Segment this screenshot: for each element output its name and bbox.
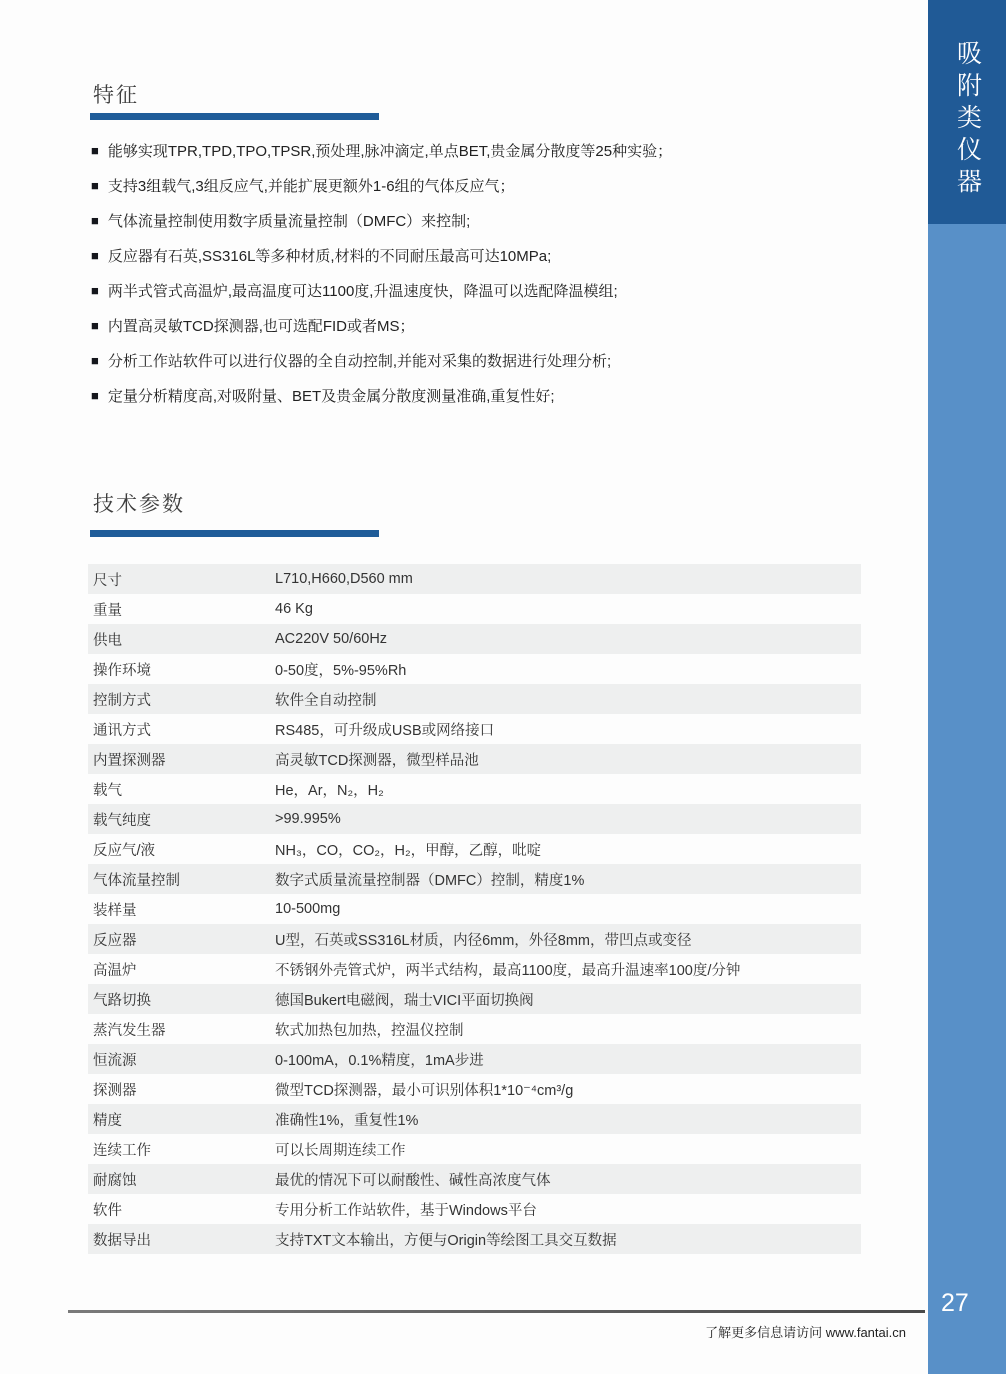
- row-value: 10-500mg: [275, 901, 341, 917]
- table-row: [88, 1074, 861, 1104]
- row-value: >99.995%: [275, 811, 341, 827]
- row-label: 耐腐蚀: [93, 1172, 137, 1189]
- table-row: [88, 1224, 861, 1254]
- row-value: 软件全自动控制: [275, 692, 377, 709]
- square-bullet-icon: ■: [91, 353, 99, 368]
- row-value: NH₃，CO，CO₂，H₂，甲醇，乙醇，吡啶: [275, 842, 542, 859]
- row-value: 0-100mA，0.1%精度，1mA步进: [275, 1052, 484, 1069]
- row-value: AC220V 50/60Hz: [275, 631, 388, 647]
- row-label: 气体流量控制: [93, 872, 180, 889]
- square-bullet-icon: ■: [91, 178, 99, 193]
- table-row: [88, 594, 861, 624]
- row-value: L710,H660,D560 mm: [275, 571, 413, 587]
- row-label: 控制方式: [93, 692, 151, 709]
- table-row: [88, 894, 861, 924]
- feature-item: [91, 238, 881, 273]
- feature-text: 分析工作站软件可以进行仪器的全自动控制,并能对采集的数据进行处理分析;: [107, 353, 612, 370]
- row-label: 软件: [93, 1202, 122, 1219]
- feature-text: 气体流量控制使用数字质量流量控制（DMFC）来控制;: [107, 213, 471, 230]
- feature-item: [91, 133, 881, 168]
- row-label: 气路切换: [93, 992, 151, 1009]
- table-row: [88, 954, 861, 984]
- row-label: 装样量: [93, 902, 137, 919]
- row-value: He，Ar，N₂，H₂: [275, 782, 384, 799]
- row-label: 操作环境: [93, 662, 151, 679]
- row-label: 载气: [93, 782, 122, 799]
- row-value: 不锈钢外壳管式炉，两半式结构，最高1100度，最高升温速率100度/分钟: [275, 962, 741, 979]
- row-label: 通讯方式: [93, 722, 151, 739]
- specs-section-title: 技术参数: [93, 493, 185, 516]
- row-value: 最优的情况下可以耐酸性、碱性高浓度气体: [275, 1172, 551, 1189]
- specs-title-underline: [90, 530, 379, 537]
- feature-text: 内置高灵敏TCD探测器,也可选配FID或者MS；: [107, 318, 415, 335]
- footer-note: 了解更多信息请访问 www.fantai.cn: [705, 1325, 906, 1340]
- row-value: 支持TXT文本输出，方便与Origin等绘图工具交互数据: [275, 1232, 617, 1249]
- row-value: 微型TCD探测器，最小可识别体积1*10⁻⁴cm³/g: [275, 1082, 574, 1099]
- row-value: 可以长周期连续工作: [275, 1142, 406, 1159]
- table-row: [88, 744, 861, 774]
- table-row: [88, 1194, 861, 1224]
- row-label: 蒸汽发生器: [93, 1022, 166, 1039]
- table-row: [88, 804, 861, 834]
- feature-text: 定量分析精度高,对吸附量、BET及贵金属分散度测量准确,重复性好;: [107, 388, 555, 405]
- feature-item: [91, 203, 881, 238]
- table-row: [88, 1014, 861, 1044]
- row-label: 高温炉: [93, 962, 137, 979]
- specs-table: [88, 564, 861, 1254]
- square-bullet-icon: ■: [91, 213, 99, 228]
- table-row: [88, 1044, 861, 1074]
- sidebar-vertical-title: 吸附类仪器: [953, 40, 982, 200]
- feature-item: [91, 378, 881, 413]
- table-row: [88, 774, 861, 804]
- row-label: 重量: [93, 602, 122, 619]
- feature-item: [91, 343, 881, 378]
- row-label: 反应气/液: [93, 842, 156, 859]
- table-row: [88, 984, 861, 1014]
- row-label: 恒流源: [93, 1052, 137, 1069]
- row-value: 专用分析工作站软件，基于Windows平台: [275, 1202, 537, 1219]
- feature-item: [91, 168, 881, 203]
- feature-item: [91, 308, 881, 343]
- feature-text: 支持3组载气,3组反应气,并能扩展更额外1-6组的气体反应气；: [107, 178, 515, 195]
- table-row: [88, 1134, 861, 1164]
- feature-item: [91, 273, 881, 308]
- row-label: 数据导出: [93, 1232, 151, 1249]
- row-label: 反应器: [93, 932, 137, 949]
- sidebar-strip-light: [928, 224, 1006, 1374]
- table-row: [88, 924, 861, 954]
- table-row: [88, 684, 861, 714]
- square-bullet-icon: ■: [91, 388, 99, 403]
- square-bullet-icon: ■: [91, 283, 99, 298]
- features-title-underline: [90, 113, 379, 120]
- square-bullet-icon: ■: [91, 318, 99, 333]
- table-row: [88, 624, 861, 654]
- feature-text: 两半式管式高温炉,最高温度可达1100度,升温速度快，降温可以选配降温模组;: [107, 283, 618, 300]
- table-row: [88, 564, 861, 594]
- page-number: 27: [941, 1289, 969, 1317]
- row-value: U型，石英或SS316L材质，内径6mm，外径8mm，带凹点或变径: [275, 932, 692, 949]
- square-bullet-icon: ■: [91, 143, 99, 158]
- table-row: [88, 714, 861, 744]
- row-value: 数字式质量流量控制器（DMFC）控制，精度1%: [275, 872, 585, 889]
- table-row: [88, 1164, 861, 1194]
- features-list: [91, 133, 881, 413]
- sidebar-tab-dark: [928, 0, 1006, 224]
- row-label: 内置探测器: [93, 752, 166, 769]
- row-label: 供电: [93, 632, 122, 649]
- row-value: 软式加热包加热，控温仪控制: [275, 1022, 464, 1039]
- row-value: 46 Kg: [275, 601, 313, 617]
- table-row: [88, 834, 861, 864]
- row-value: 高灵敏TCD探测器，微型样品池: [275, 752, 479, 769]
- row-label: 精度: [93, 1112, 122, 1129]
- feature-text: 能够实现TPR,TPD,TPO,TPSR,预处理,脉冲滴定,单点BET,贵金属分散度等25种实验；: [107, 143, 673, 160]
- footer-divider: [68, 1310, 925, 1313]
- row-label: 载气纯度: [93, 812, 151, 829]
- row-label: 连续工作: [93, 1142, 151, 1159]
- feature-text: 反应器有石英,SS316L等多种材质,材料的不同耐压最高可达10MPa;: [107, 248, 552, 265]
- table-row: [88, 654, 861, 684]
- row-label: 探测器: [93, 1082, 137, 1099]
- row-label: 尺寸: [93, 572, 122, 589]
- features-section-title: 特征: [93, 84, 139, 107]
- square-bullet-icon: ■: [91, 248, 99, 263]
- table-row: [88, 1104, 861, 1134]
- row-value: 准确性1%，重复性1%: [275, 1112, 419, 1129]
- row-value: 德国Bukert电磁阀，瑞士VICI平面切换阀: [275, 992, 534, 1009]
- row-value: 0-50度，5%-95%Rh: [275, 662, 407, 679]
- table-row: [88, 864, 861, 894]
- row-value: RS485，可升级成USB或网络接口: [275, 722, 495, 739]
